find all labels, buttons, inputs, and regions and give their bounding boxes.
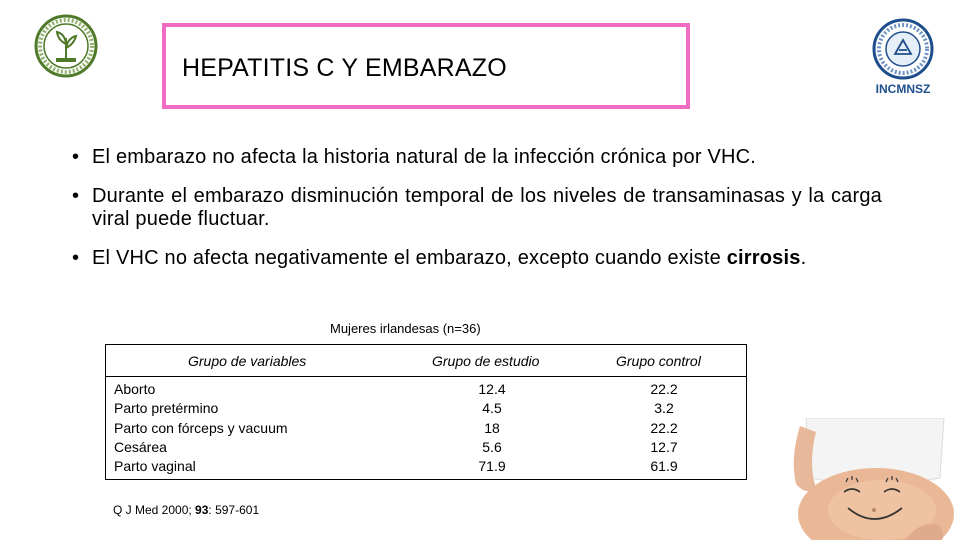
table-cell-control: 12.7 — [650, 438, 678, 455]
pregnant-belly-photo — [786, 418, 960, 540]
right-logo-text: INCMNSZ — [875, 82, 931, 96]
bullet-text: El embarazo no afecta la historia natural de la infección crónica por VHC. — [92, 146, 757, 168]
table-cell-study: 71.9 — [478, 458, 506, 475]
left-seal-logo — [30, 14, 102, 78]
table-header-control: Grupo control — [616, 353, 701, 369]
reference-suffix: : 597-601 — [208, 503, 260, 517]
table-caption: Mujeres irlandesas (n=36) — [330, 321, 481, 336]
table-cell-control: 61.9 — [650, 458, 678, 475]
reference-citation — [113, 503, 259, 517]
study-column — [442, 380, 542, 476]
right-seal-logo — [866, 18, 940, 98]
bullet-end: . — [800, 247, 807, 269]
table-cell-control: 3.2 — [654, 400, 674, 417]
table-cell-study: 18 — [484, 419, 500, 436]
bullet-list — [70, 146, 882, 286]
data-table — [105, 344, 747, 480]
table-cell-control: 22.2 — [650, 381, 678, 397]
title-box — [162, 23, 690, 109]
bullet-item — [70, 247, 882, 270]
table-cell-variable: Parto pretérmino — [114, 400, 219, 417]
table-cell-variable: Parto con fórceps y vacuum — [114, 419, 288, 436]
control-column — [614, 380, 714, 476]
table-cell-study: 4.5 — [482, 400, 502, 417]
reference-prefix: Q J Med 2000; — [113, 503, 196, 517]
table-cell-control: 22.2 — [650, 419, 678, 436]
bullet-text: Durante el embarazo disminución temporal de los niveles de transaminasas y la carga viral puede fluctuar. — [92, 185, 882, 230]
bullet-bold-term: cirrosis — [726, 247, 801, 269]
bullet-item — [70, 185, 882, 231]
table-header-study: Grupo de estudio — [432, 353, 540, 369]
header-divider — [106, 376, 746, 377]
bullet-text: El VHC no afecta negativamente el embarazo, excepto cuando existe — [92, 247, 721, 269]
table-cell-variable: Aborto — [114, 381, 156, 397]
table-cell-study: 5.6 — [482, 438, 502, 455]
bullet-item — [70, 146, 882, 169]
right-seal-icon — [866, 18, 940, 80]
table-cell-variable: Cesárea — [114, 438, 167, 455]
table-cell-study: 12.4 — [478, 381, 506, 397]
reference-volume: 93 — [195, 503, 209, 517]
slide-title: HEPATITIS C Y EMBARAZO — [182, 54, 507, 82]
variables-column — [114, 380, 288, 476]
table-cell-variable: Parto vaginal — [114, 458, 196, 475]
table-header-variables: Grupo de variables — [188, 353, 307, 369]
